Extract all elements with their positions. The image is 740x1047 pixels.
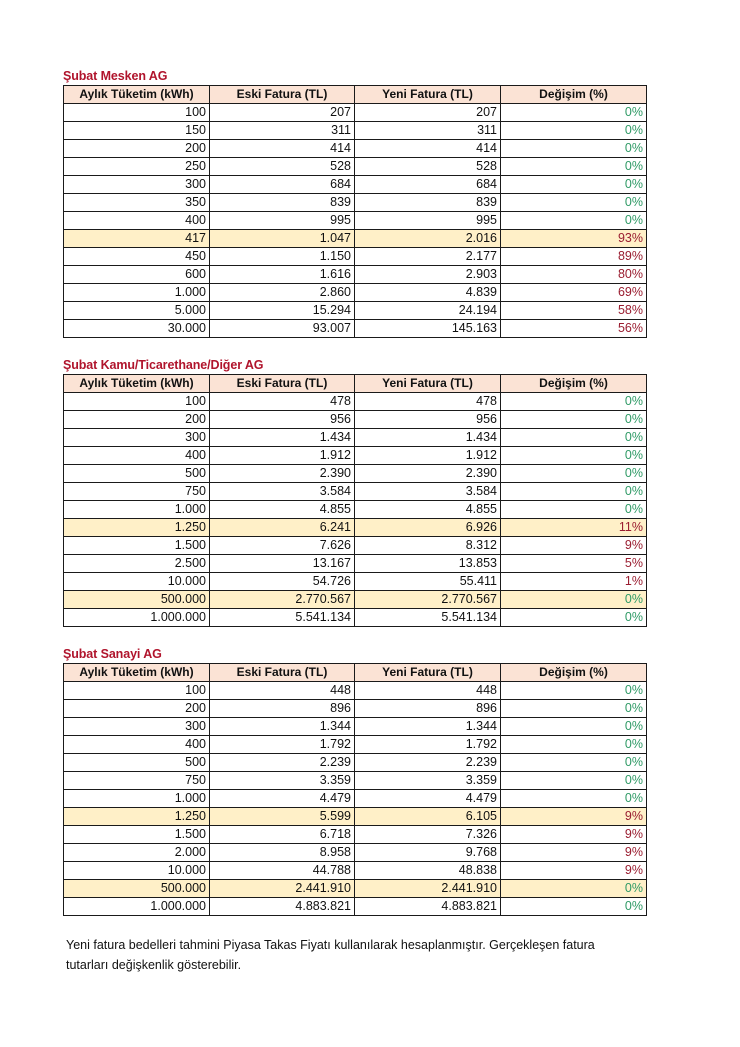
cell-change: 9%: [501, 844, 647, 862]
header-consumption: Aylık Tüketim (kWh): [64, 375, 210, 393]
cell-consumption: 600: [64, 266, 210, 284]
table-row: [64, 898, 647, 916]
cell-change: 9%: [501, 826, 647, 844]
cell-new-bill: 2.390: [355, 465, 501, 483]
footnote: Yeni fatura bedelleri tahmini Piyasa Takas Fiyatı kullanılarak hesaplanmıştır. Gerçekleşen fatura tutarları değişkenlik gösterebilir.: [66, 938, 595, 972]
cell-change: 0%: [501, 122, 647, 140]
cell-consumption: 1.000: [64, 284, 210, 302]
cell-consumption: 300: [64, 429, 210, 447]
cell-new-bill: 4.855: [355, 501, 501, 519]
table-row: [64, 555, 647, 573]
table-row: [64, 212, 647, 230]
cell-consumption: 1.250: [64, 519, 210, 537]
table-row: [64, 573, 647, 591]
header-change: Değişim (%): [501, 664, 647, 682]
cell-new-bill: 3.359: [355, 772, 501, 790]
cell-change: 0%: [501, 591, 647, 609]
header-new-bill: Yeni Fatura (TL): [355, 664, 501, 682]
table-row: [64, 194, 647, 212]
table-mesken: [63, 85, 647, 338]
cell-change: 0%: [501, 700, 647, 718]
cell-change: 93%: [501, 230, 647, 248]
table-row: [64, 591, 647, 609]
cell-new-bill: 7.326: [355, 826, 501, 844]
header-new-bill: Yeni Fatura (TL): [355, 86, 501, 104]
cell-old-bill: 2.441.910: [210, 880, 355, 898]
cell-change: 56%: [501, 320, 647, 338]
cell-new-bill: 2.903: [355, 266, 501, 284]
table-row: [64, 880, 647, 898]
cell-new-bill: 2.016: [355, 230, 501, 248]
cell-new-bill: 896: [355, 700, 501, 718]
cell-new-bill: 3.584: [355, 483, 501, 501]
section-sanayi: [63, 645, 646, 916]
section-title: Şubat Kamu/Ticarethane/Diğer AG: [63, 358, 264, 372]
cell-change: 0%: [501, 880, 647, 898]
cell-change: 0%: [501, 212, 647, 230]
cell-old-bill: 4.883.821: [210, 898, 355, 916]
cell-change: 0%: [501, 140, 647, 158]
table-row: [64, 158, 647, 176]
cell-change: 1%: [501, 573, 647, 591]
cell-old-bill: 7.626: [210, 537, 355, 555]
cell-new-bill: 48.838: [355, 862, 501, 880]
table-row: [64, 176, 647, 194]
cell-change: 9%: [501, 537, 647, 555]
table-row: [64, 122, 647, 140]
cell-new-bill: 1.434: [355, 429, 501, 447]
cell-consumption: 750: [64, 483, 210, 501]
cell-old-bill: 1.912: [210, 447, 355, 465]
cell-new-bill: 24.194: [355, 302, 501, 320]
cell-consumption: 100: [64, 682, 210, 700]
cell-change: 11%: [501, 519, 647, 537]
cell-change: 0%: [501, 158, 647, 176]
cell-consumption: 300: [64, 176, 210, 194]
cell-change: 0%: [501, 898, 647, 916]
cell-consumption: 10.000: [64, 862, 210, 880]
cell-change: 0%: [501, 501, 647, 519]
cell-change: 5%: [501, 555, 647, 573]
cell-old-bill: 93.007: [210, 320, 355, 338]
cell-change: 69%: [501, 284, 647, 302]
cell-old-bill: 1.150: [210, 248, 355, 266]
cell-old-bill: 3.359: [210, 772, 355, 790]
header-old-bill: Eski Fatura (TL): [210, 375, 355, 393]
table-row: [64, 140, 647, 158]
table-row: [64, 447, 647, 465]
cell-old-bill: 1.344: [210, 718, 355, 736]
cell-consumption: 2.500: [64, 555, 210, 573]
cell-old-bill: 995: [210, 212, 355, 230]
cell-change: 0%: [501, 194, 647, 212]
cell-consumption: 300: [64, 718, 210, 736]
cell-consumption: 150: [64, 122, 210, 140]
table-row: [64, 302, 647, 320]
cell-consumption: 100: [64, 104, 210, 122]
cell-consumption: 350: [64, 194, 210, 212]
cell-new-bill: 9.768: [355, 844, 501, 862]
table-row: [64, 501, 647, 519]
table-row: [64, 862, 647, 880]
cell-change: 0%: [501, 609, 647, 627]
cell-old-bill: 684: [210, 176, 355, 194]
cell-consumption: 1.250: [64, 808, 210, 826]
header-consumption: Aylık Tüketim (kWh): [64, 86, 210, 104]
cell-change: 0%: [501, 429, 647, 447]
cell-consumption: 417: [64, 230, 210, 248]
cell-change: 9%: [501, 808, 647, 826]
cell-old-bill: 528: [210, 158, 355, 176]
cell-old-bill: 207: [210, 104, 355, 122]
cell-old-bill: 311: [210, 122, 355, 140]
cell-old-bill: 448: [210, 682, 355, 700]
table-row: [64, 104, 647, 122]
cell-new-bill: 1.792: [355, 736, 501, 754]
cell-new-bill: 6.926: [355, 519, 501, 537]
cell-old-bill: 4.855: [210, 501, 355, 519]
cell-old-bill: 8.958: [210, 844, 355, 862]
header-row: [64, 86, 647, 104]
cell-old-bill: 54.726: [210, 573, 355, 591]
cell-consumption: 1.500: [64, 537, 210, 555]
cell-consumption: 5.000: [64, 302, 210, 320]
cell-new-bill: 956: [355, 411, 501, 429]
cell-new-bill: 528: [355, 158, 501, 176]
table-row: [64, 266, 647, 284]
cell-change: 0%: [501, 411, 647, 429]
header-change: Değişim (%): [501, 86, 647, 104]
header-row: [64, 375, 647, 393]
header-old-bill: Eski Fatura (TL): [210, 86, 355, 104]
cell-change: 0%: [501, 772, 647, 790]
table-row: [64, 284, 647, 302]
table-row: [64, 230, 647, 248]
cell-old-bill: 13.167: [210, 555, 355, 573]
section-kamu-ticarethane: [63, 356, 646, 627]
table-row: [64, 320, 647, 338]
cell-consumption: 500: [64, 754, 210, 772]
cell-change: 0%: [501, 447, 647, 465]
cell-change: 9%: [501, 862, 647, 880]
cell-old-bill: 1.047: [210, 230, 355, 248]
cell-consumption: 1.000: [64, 790, 210, 808]
cell-old-bill: 6.718: [210, 826, 355, 844]
table-row: [64, 844, 647, 862]
cell-new-bill: 311: [355, 122, 501, 140]
cell-change: 0%: [501, 393, 647, 411]
cell-consumption: 200: [64, 700, 210, 718]
cell-new-bill: 207: [355, 104, 501, 122]
cell-old-bill: 2.770.567: [210, 591, 355, 609]
header-change: Değişim (%): [501, 375, 647, 393]
cell-new-bill: 2.239: [355, 754, 501, 772]
table-row: [64, 682, 647, 700]
cell-consumption: 1.000.000: [64, 609, 210, 627]
table-sanayi: [63, 663, 647, 916]
cell-new-bill: 2.177: [355, 248, 501, 266]
cell-consumption: 400: [64, 736, 210, 754]
cell-new-bill: 8.312: [355, 537, 501, 555]
cell-new-bill: 414: [355, 140, 501, 158]
cell-consumption: 200: [64, 411, 210, 429]
cell-consumption: 100: [64, 393, 210, 411]
cell-change: 0%: [501, 104, 647, 122]
cell-new-bill: 2.441.910: [355, 880, 501, 898]
cell-change: 0%: [501, 465, 647, 483]
cell-old-bill: 1.434: [210, 429, 355, 447]
cell-consumption: 2.000: [64, 844, 210, 862]
cell-new-bill: 2.770.567: [355, 591, 501, 609]
cell-old-bill: 478: [210, 393, 355, 411]
cell-old-bill: 3.584: [210, 483, 355, 501]
cell-change: 80%: [501, 266, 647, 284]
cell-change: 0%: [501, 718, 647, 736]
table-row: [64, 465, 647, 483]
section-title: Şubat Mesken AG: [63, 69, 168, 83]
cell-consumption: 1.000.000: [64, 898, 210, 916]
cell-new-bill: 478: [355, 393, 501, 411]
cell-consumption: 30.000: [64, 320, 210, 338]
cell-consumption: 1.000: [64, 501, 210, 519]
table-row: [64, 248, 647, 266]
header-new-bill: Yeni Fatura (TL): [355, 375, 501, 393]
cell-consumption: 1.500: [64, 826, 210, 844]
table-row: [64, 609, 647, 627]
cell-old-bill: 4.479: [210, 790, 355, 808]
cell-old-bill: 44.788: [210, 862, 355, 880]
header-consumption: Aylık Tüketim (kWh): [64, 664, 210, 682]
table-row: [64, 718, 647, 736]
table-row: [64, 411, 647, 429]
table-row: [64, 808, 647, 826]
table-row: [64, 826, 647, 844]
cell-new-bill: 13.853: [355, 555, 501, 573]
cell-consumption: 400: [64, 212, 210, 230]
cell-new-bill: 839: [355, 194, 501, 212]
table-row: [64, 483, 647, 501]
table-row: [64, 393, 647, 411]
cell-new-bill: 684: [355, 176, 501, 194]
cell-old-bill: 956: [210, 411, 355, 429]
cell-new-bill: 5.541.134: [355, 609, 501, 627]
cell-new-bill: 6.105: [355, 808, 501, 826]
section-mesken: [63, 67, 646, 338]
table-row: [64, 772, 647, 790]
cell-new-bill: 145.163: [355, 320, 501, 338]
cell-change: 0%: [501, 682, 647, 700]
cell-old-bill: 414: [210, 140, 355, 158]
section-title: Şubat Sanayi AG: [63, 647, 162, 661]
cell-new-bill: 448: [355, 682, 501, 700]
cell-consumption: 750: [64, 772, 210, 790]
table-row: [64, 519, 647, 537]
cell-change: 89%: [501, 248, 647, 266]
cell-old-bill: 2.239: [210, 754, 355, 772]
table-row: [64, 754, 647, 772]
cell-old-bill: 15.294: [210, 302, 355, 320]
cell-change: 0%: [501, 754, 647, 772]
cell-consumption: 500.000: [64, 591, 210, 609]
cell-change: 0%: [501, 483, 647, 501]
cell-old-bill: 2.390: [210, 465, 355, 483]
table-row: [64, 790, 647, 808]
cell-new-bill: 995: [355, 212, 501, 230]
cell-new-bill: 1.344: [355, 718, 501, 736]
table-row: [64, 736, 647, 754]
cell-old-bill: 2.860: [210, 284, 355, 302]
cell-old-bill: 1.792: [210, 736, 355, 754]
cell-new-bill: 4.839: [355, 284, 501, 302]
cell-old-bill: 6.241: [210, 519, 355, 537]
cell-consumption: 10.000: [64, 573, 210, 591]
cell-consumption: 400: [64, 447, 210, 465]
cell-old-bill: 1.616: [210, 266, 355, 284]
cell-consumption: 200: [64, 140, 210, 158]
cell-change: 0%: [501, 790, 647, 808]
cell-consumption: 500.000: [64, 880, 210, 898]
cell-old-bill: 5.599: [210, 808, 355, 826]
table-kamu-ticarethane: [63, 374, 647, 627]
cell-new-bill: 55.411: [355, 573, 501, 591]
table-row: [64, 429, 647, 447]
cell-old-bill: 896: [210, 700, 355, 718]
cell-new-bill: 1.912: [355, 447, 501, 465]
cell-new-bill: 4.479: [355, 790, 501, 808]
cell-old-bill: 839: [210, 194, 355, 212]
cell-change: 0%: [501, 736, 647, 754]
table-row: [64, 700, 647, 718]
cell-consumption: 250: [64, 158, 210, 176]
cell-old-bill: 5.541.134: [210, 609, 355, 627]
cell-change: 58%: [501, 302, 647, 320]
table-row: [64, 537, 647, 555]
cell-change: 0%: [501, 176, 647, 194]
cell-consumption: 500: [64, 465, 210, 483]
cell-new-bill: 4.883.821: [355, 898, 501, 916]
cell-consumption: 450: [64, 248, 210, 266]
header-old-bill: Eski Fatura (TL): [210, 664, 355, 682]
header-row: [64, 664, 647, 682]
